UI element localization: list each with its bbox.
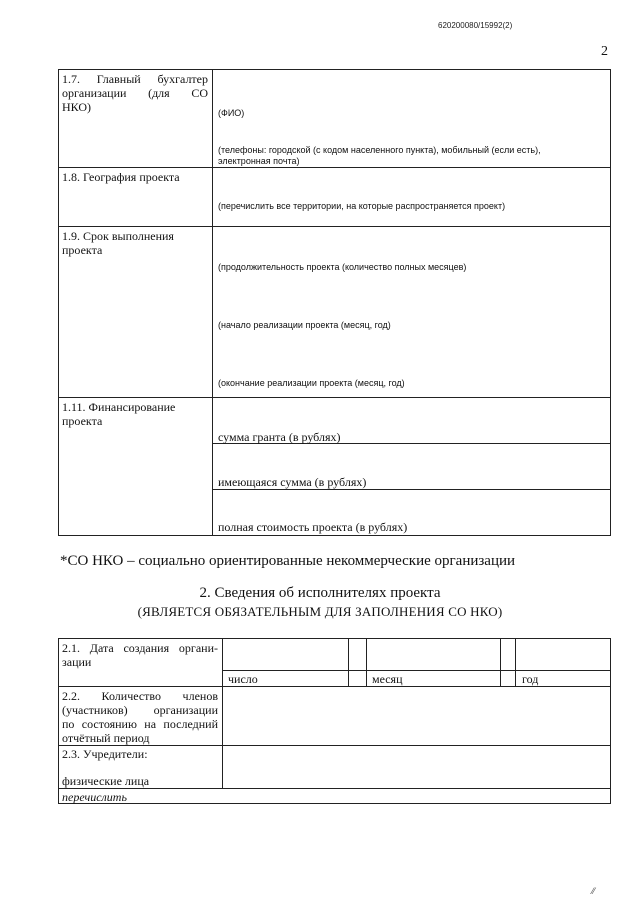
- date-divider: [366, 638, 367, 686]
- year-caption: год: [522, 672, 539, 686]
- date-caption-line: [222, 670, 611, 671]
- creation-date-label-line: 2.1. Дата создания органи-: [62, 641, 218, 655]
- section-title: 2. Сведения об исполнителях проекта: [199, 585, 441, 601]
- row-divider: [58, 686, 611, 687]
- individuals-label: физические лица: [62, 774, 150, 788]
- chief-accountant-label-line: НКО): [62, 100, 92, 114]
- members-label-line: 2.2. Количество членов: [62, 689, 218, 703]
- column-divider: [212, 69, 213, 536]
- financing-label-line: 1.11. Финансирование: [62, 400, 176, 414]
- table-border-top: [58, 69, 611, 70]
- geography-label: 1.8. География проекта: [62, 170, 180, 184]
- month-caption: месяц: [372, 672, 403, 686]
- existing-amount-label: имеющаяся сумма (в рублях): [218, 475, 367, 489]
- page-number: 2: [601, 44, 608, 59]
- row-divider: [58, 226, 611, 227]
- list-hint: перечислить: [62, 790, 127, 804]
- founders-label: 2.3. Учредители:: [62, 747, 148, 761]
- phones-hint-line: (телефоны: городской (с кодом населенного пункта), мобильный (если есть),: [218, 145, 541, 155]
- column-divider: [222, 638, 223, 788]
- row-divider: [212, 489, 611, 490]
- term-label-line: 1.9. Срок выполнения: [62, 229, 174, 243]
- day-caption: число: [228, 672, 258, 686]
- members-label-line: (участников) организации: [62, 703, 218, 717]
- table-border-right: [610, 69, 611, 536]
- table-border-bottom: [58, 803, 611, 804]
- table-border-right: [610, 638, 611, 804]
- term-label-line: проекта: [62, 243, 103, 257]
- geography-hint: (перечислить все территории, на которые распространяется проект): [218, 201, 506, 211]
- grant-amount-label: сумма гранта (в рублях): [218, 430, 341, 444]
- fio-hint: (ФИО): [218, 108, 245, 118]
- table-border-left: [58, 638, 59, 804]
- phones-hint-line: электронная почта): [218, 156, 300, 166]
- duration-hint: (продолжительность проекта (количество полных месяцев): [218, 262, 467, 272]
- row-divider: [58, 397, 611, 398]
- creation-date-label-line: зации: [62, 655, 92, 669]
- date-divider: [500, 638, 501, 686]
- members-label-line: по состоянию на последний: [62, 717, 218, 731]
- start-hint: (начало реализации проекта (месяц, год): [218, 320, 391, 330]
- section-subtitle: (ЯВЛЯЕТСЯ ОБЯЗАТЕЛЬНЫМ ДЛЯ ЗАПОЛНЕНИЯ СО НКО): [137, 604, 503, 619]
- total-cost-label: полная стоимость проекта (в рублях): [218, 520, 408, 534]
- end-hint: (окончание реализации проекта (месяц, год): [218, 378, 405, 388]
- row-divider: [58, 167, 611, 168]
- chief-accountant-label-line: организации (для СО: [62, 86, 208, 100]
- row-divider: [58, 745, 611, 746]
- table-border-bottom: [58, 535, 611, 536]
- document-id: 620200080/15992(2): [438, 21, 513, 30]
- table-border-left: [58, 69, 59, 536]
- date-divider: [348, 638, 349, 686]
- date-divider: [515, 638, 516, 686]
- table-border-top: [58, 638, 611, 639]
- row-divider: [58, 788, 611, 789]
- financing-label-line: проекта: [62, 414, 103, 428]
- corner-mark: ⁄⁄: [592, 886, 596, 896]
- chief-accountant-label-line: 1.7. Главный бухгалтер: [62, 72, 208, 86]
- members-label-line: отчётный период: [62, 731, 150, 745]
- footnote: *СО НКО – социально ориентированные некоммерческие организации: [60, 553, 516, 569]
